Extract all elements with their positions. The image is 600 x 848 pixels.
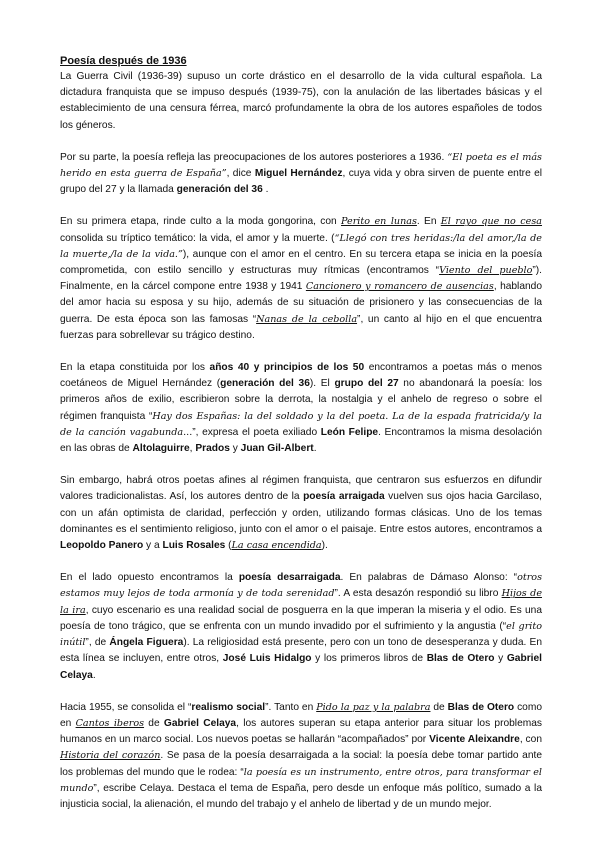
author-name: José Luis Hidalgo [222, 653, 312, 665]
text: ). [321, 540, 328, 552]
quote: “Llegó con tres heridas:/la del amor,/la de la muerte,/la de la vida.” [60, 232, 542, 260]
text: . En [416, 216, 441, 228]
author-name: Blas de Otero [426, 653, 495, 665]
book-title: Cancionero y romancero de ausencias [305, 281, 494, 293]
book-title: Perito en lunas [341, 216, 417, 228]
text: , dice [226, 168, 255, 180]
text: , hablando del amor hacia su esposa y su hijo, además de su situación de prisionero y las consecuencias de la guerra. De esta época son las famosas “ [60, 281, 542, 325]
author-name: León Felipe [320, 426, 379, 438]
text: ”, de [85, 637, 110, 649]
text: ”. Tanto en [265, 701, 317, 713]
book-title: Cantos iberos [75, 717, 145, 729]
quote: la poesía es un instrumento, entre otros, para transformar el mundo [60, 766, 542, 794]
bold-term: grupo del 27 [334, 378, 399, 390]
text: , cuya vida y obra sirven de puente entre el grupo del 27 y la llamada [60, 168, 543, 196]
bold-term: años 40 y principios de los 50 [209, 362, 365, 374]
text: , con [519, 734, 542, 746]
quote: Hay dos Españas: la del soldado y la del poeta. La de la espada fratricida/y la de la canción vagabunda... [60, 410, 542, 438]
text: ( [225, 540, 232, 552]
quote: otros estamos muy lejos de toda armonía y de toda serenidad [60, 572, 542, 600]
quote: “El poeta es el más herido en esta guerra de España” [60, 151, 542, 180]
quote: el grito inútil [60, 620, 542, 649]
author-name: Blas de Otero [447, 701, 515, 713]
text: ). La religiosidad está presente, pero con un tono de desesperanza y duda. En esta línea se incluyen, entre otros, [60, 637, 542, 665]
text: ), aunque con el amor en el centro. En su tercera etapa se inicia en la poesía comprometida, con estilo sencillo y estructuras muy rítmicas (encontramos “ [60, 248, 542, 277]
paragraph-poesia-desarraigada [60, 570, 542, 683]
text: . [92, 669, 96, 681]
book-title: Nanas de la cebolla [256, 313, 358, 325]
text: no abandonará la poesía: los primeros años de exilio, escribieron sobre la derrota, la nostalgia y el anhelo de regreso o sobre el régimen franquista “ [60, 378, 542, 422]
text: y [229, 443, 241, 455]
paragraph-realismo-social [60, 700, 542, 813]
author-name: Prados [195, 443, 230, 455]
paragraph-etapas [60, 214, 542, 344]
paragraph-miguel-hernandez [60, 150, 542, 199]
paragraph-poesia-arraigada [60, 473, 542, 554]
text: consolida su tríptico temático: la vida, el amor y la muerte. ( [60, 232, 335, 244]
text: , [189, 443, 196, 455]
paragraph-intro [60, 69, 542, 134]
text: Hacia 1955, se consolida el “ [60, 701, 192, 713]
text: La Guerra Civil (1936-39) supuso un corte drástico en el desarrollo de la vida cultural española. La dictadura franquista que se impuso después (1939-75), con la anulación de las libertades básicas y el establecimiento de una censura férrea, marcó profundamente la obra de los autores españoles de todos los géneros. [60, 71, 542, 131]
text: , los autores superan su etapa anterior para situar los problemas humanos en un marco social. Los nuevos poetas se hallarán “acompañados” por [60, 717, 542, 746]
author-name: Gabriel Celaya [163, 717, 237, 729]
book-title: Hijos de la ira [60, 588, 542, 616]
text: ”, un canto al hijo en el que encuentra fuerzas para sobrellevar su trágico destino. [60, 313, 542, 341]
author-name: Leopoldo Panero [60, 540, 144, 552]
bold-term: poesía arraigada [303, 491, 385, 503]
text: encontramos a poetas más o menos coetáneos de Miguel Hernández ( [60, 362, 542, 390]
author-name: Altolaguirre [132, 443, 190, 455]
book-title: La casa encendida [231, 540, 322, 552]
text: . Se pasa de la poesía desarraigada a la social: la poesía debe tomar partido ante los problemas del mundo que le rodea: “ [60, 750, 542, 778]
bold-term: realismo social [191, 701, 266, 713]
document-title: Poesía después de 1936 [60, 55, 187, 67]
text: ”, expresa el poeta exiliado [192, 426, 321, 438]
bold-term: generación del 36 [176, 184, 263, 196]
text: vuelven sus ojos hacia Garcilaso, con un afán optimista de claridad, perfección y orden, utilizando formas clásicas. Uno de los temas dominantes es el sentimiento religioso, junto con el amor o el paisaje. Entre estos autores, encontramos a [60, 491, 542, 535]
text: ”, escribe Celaya. Destaca el tema de España, pero desde un enfoque más político, sumado a la injusticia social, la alienación, el mundo del trabajo y el anhelo de libertad y de un mundo mejor. [60, 782, 542, 810]
text: . [313, 443, 317, 455]
author-name: Ángela Figuera [109, 637, 184, 649]
text: y a [143, 540, 163, 552]
text: de [144, 717, 164, 729]
text: En su primera etapa, rinde culto a la moda gongorina, con [60, 216, 341, 228]
book-title: El rayo que no cesa [440, 216, 543, 228]
text: como en [60, 701, 542, 729]
text: y los primeros libros de [311, 653, 427, 665]
paragraph-anos-40 [60, 360, 542, 457]
text: , cuyo escenario es una realidad social de posguerra en la que imperan la miseria y el odio. Es una poesía de tono trágico, que se enfrenta con un mundo invadido por el sufrimiento y la angustia (“ [60, 604, 542, 632]
text: . [262, 184, 269, 196]
text: . Encontramos la misma desolación en las obras de [60, 426, 543, 455]
text: Sin embargo, habrá otros poetas afines al régimen franquista, que centraron sus esfuerzos en difundir valores tradicionalistas. Así, los autores dentro de la [60, 475, 542, 503]
text: ”). Finalmente, en la cárcel compone entre 1938 y 1941 [60, 265, 542, 293]
author-name: Luis Rosales [162, 540, 226, 552]
author-name: Vicente Aleixandre [429, 734, 520, 746]
book-title: Pido la paz y la palabra [316, 701, 431, 713]
text: En el lado opuesto encontramos la [60, 572, 239, 584]
bold-term: generación del 36 [220, 378, 310, 390]
text: . En palabras de Dámaso Alonso: “ [340, 572, 518, 584]
author-name: Gabriel Celaya [60, 653, 542, 681]
text: ”. A esta desazón respondió su libro [334, 588, 502, 600]
text: y [494, 653, 507, 665]
text: Por su parte, la poesía refleja las preocupaciones de los autores posteriores a 1936. [60, 151, 448, 163]
author-name: Miguel Hernández [254, 168, 343, 180]
book-title: Historia del corazón [60, 750, 161, 762]
author-name: Juan Gil-Albert [240, 443, 314, 455]
text: de [430, 701, 448, 713]
bold-term: poesía desarraigada [238, 572, 341, 584]
text: En la etapa constituida por los [60, 362, 210, 374]
text: ). El [309, 378, 335, 390]
book-title: Viento del pueblo [439, 265, 533, 277]
